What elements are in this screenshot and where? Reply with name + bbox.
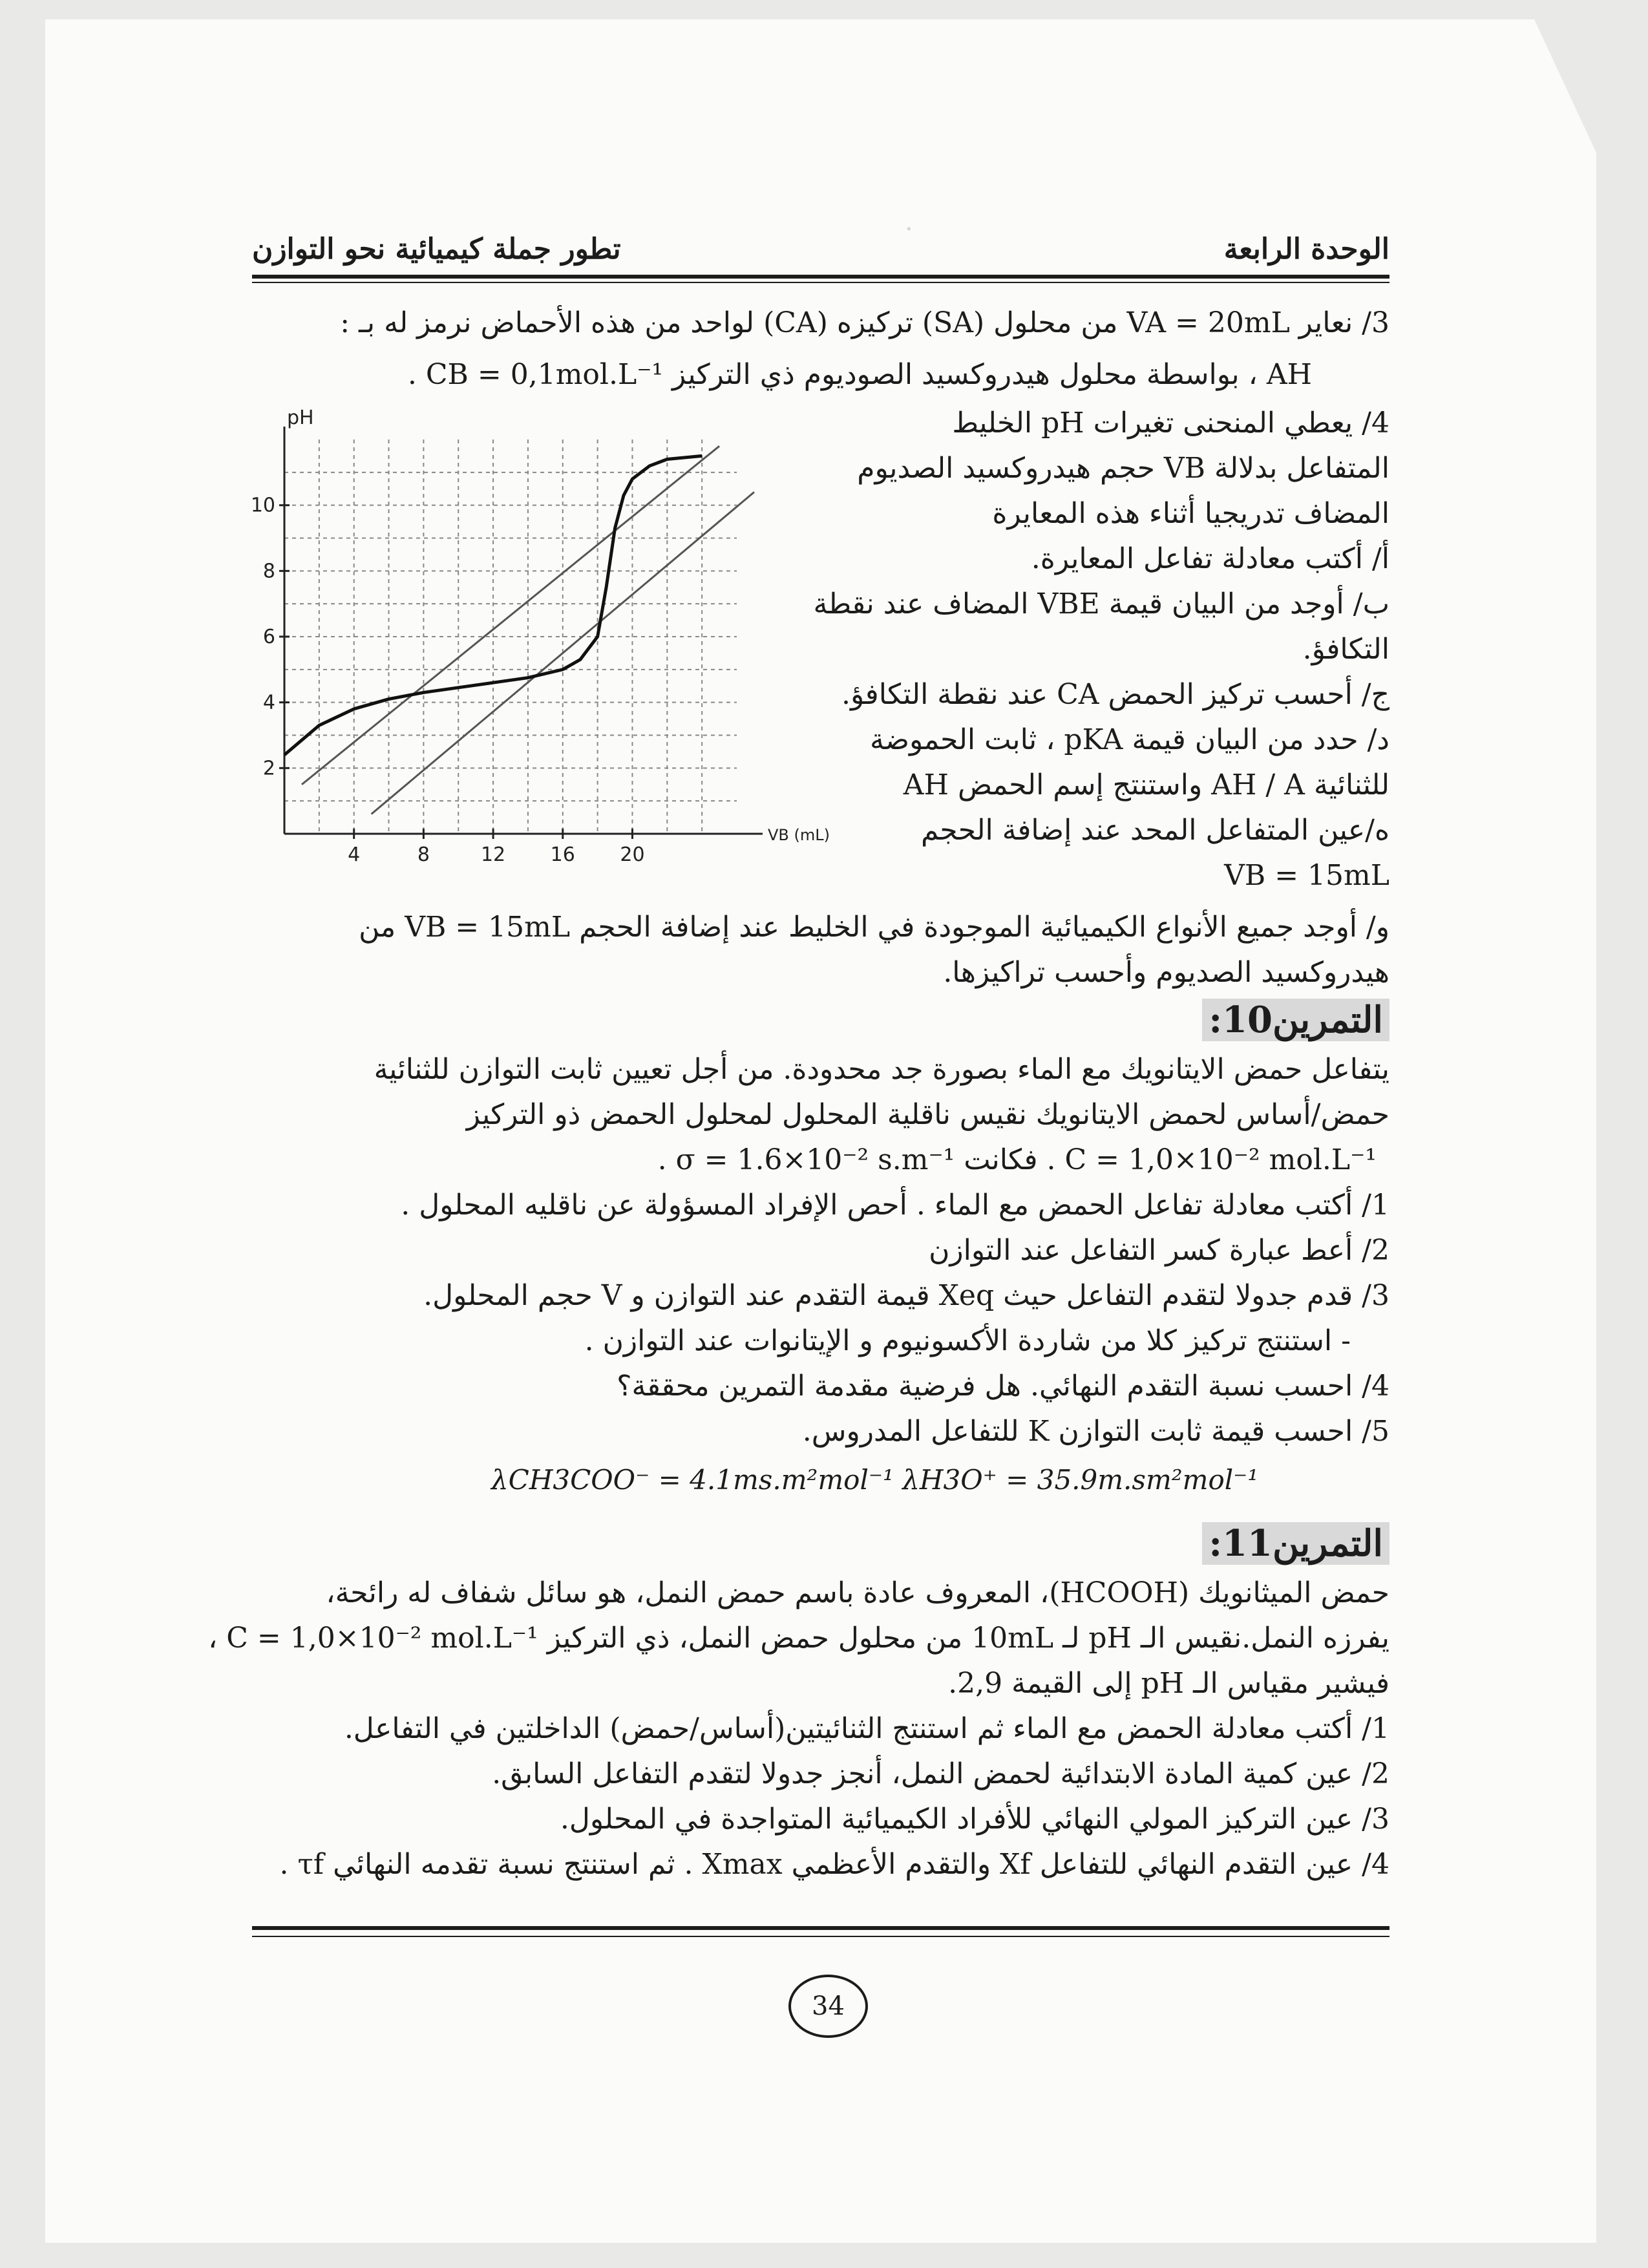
y-tick-label: 4 — [262, 691, 275, 714]
y-axis-label: pH — [287, 407, 314, 429]
ex9-line-1: 3/ نعاير VA = 20mL من محلول (SA) تركيزه (CA) لواحد من هذه الأحماض نرمز له بـ : — [340, 306, 1389, 339]
ex10-line-2: حمض/أساس لحمض الايتانويك نقيس ناقلية المحلول لمحلول الحمض ذو التركيز — [466, 1098, 1389, 1131]
ex10-line-9: 5/ احسب قيمة ثابت التوازن K للتفاعل المدروس. — [802, 1415, 1389, 1448]
ex9-line-2: AH ، بواسطة محلول هيدروكسيد الصوديوم ذي التركيز CB = 0,1mol.L⁻¹ . — [407, 358, 1312, 391]
chapter-title: تطور جملة كيميائية نحو التوازن — [252, 233, 621, 266]
ex9-line-15: هيدروكسيد الصديوم وأحسب تراكيزها. — [943, 956, 1389, 989]
ex9-line-6: أ/ أكتب معادلة تفاعل المعايرة. — [1031, 542, 1389, 575]
x-tick-label: 4 — [348, 843, 361, 866]
tangent-line — [302, 446, 719, 785]
ex9-line-9: ج/ أحسب تركيز الحمض CA عند نقطة التكافؤ. — [841, 678, 1389, 711]
x-tick-label: 12 — [480, 843, 506, 866]
ex9-line-14: و/ أوجد جميع الأنواع الكيميائية الموجودة في الخليط عند إضافة الحجم VB = 15mL من — [359, 911, 1389, 944]
ex10-line-3: C = 1,0×10⁻² mol.L⁻¹ . فكانت σ = 1.6×10⁻² s.m⁻¹ . — [657, 1143, 1377, 1176]
ex10-line-6: 3/ قدم جدولا لتقدم التفاعل حيث Xeq قيمة التقدم عند التوازن و V حجم المحلول. — [423, 1279, 1389, 1312]
header-rule-thin — [252, 282, 1389, 283]
y-tick-label: 2 — [262, 757, 275, 780]
header-rule — [252, 275, 1389, 279]
ex11-line-6: 3/ عين التركيز المولي النهائي للأفراد الكيميائية المتواجدة في المحلول. — [560, 1803, 1389, 1836]
x-tick-label: 16 — [550, 843, 575, 866]
ex11-line-5: 2/ عين كمية المادة الابتدائية لحمض النمل، أنجز جدولا لتقدم التفاعل السابق. — [492, 1757, 1389, 1790]
ex9-line-11: للثنائية AH / A واستنتج إسم الحمض AH — [903, 768, 1389, 801]
ex9-line-7: ب/ أوجد من البيان قيمة VBE المضاف عند نقطة — [813, 588, 1389, 620]
x-tick-label: 8 — [417, 843, 430, 866]
ex10-line-4: 1/ أكتب معادلة تفاعل الحمض مع الماء . أحص الإفراد المسؤولة عن ناقليه المحلول . — [401, 1189, 1389, 1222]
ex11-line-3: فيشير مقياس الـ pH إلى القيمة 2,9. — [948, 1667, 1389, 1700]
ex10-line-5: 2/ أعط عبارة كسر التفاعل عند التوازن — [929, 1234, 1389, 1267]
ex11-line-1: حمض الميثانويك (HCOOH)، المعروف عادة باسم حمض النمل، هو سائل شفاف له رائحة، — [326, 1576, 1389, 1609]
ex10-line-7: - استنتج تركيز كلا من شاردة الأكسونيوم و الإيتانوات عند التوازن . — [584, 1324, 1351, 1357]
footer-rule-thin — [252, 1936, 1389, 1937]
titration-chart — [246, 407, 830, 866]
exercise-11-heading: التمرين11: — [1202, 1522, 1389, 1565]
page-header — [252, 233, 1389, 271]
x-axis-label: VB (mL) — [768, 826, 830, 844]
exercise-10-heading: التمرين10: — [1202, 999, 1389, 1041]
ex9-line-8: التكافؤ. — [1302, 633, 1389, 666]
unit-label: الوحدة الرابعة — [1223, 233, 1389, 266]
footer-rule — [252, 1926, 1389, 1930]
x-tick-label: 20 — [620, 843, 645, 866]
ex10-molar-conductivity-formula: λCH3COO⁻ = 4.1ms.m²mol⁻¹ λH3O⁺ = 35.9m.sm²mol⁻¹ — [491, 1464, 1259, 1496]
page-number: 34 — [788, 1975, 868, 2038]
ex9-line-4: المتفاعل بدلالة VB حجم هيدروكسيد الصديوم — [857, 452, 1389, 485]
y-tick-label: 10 — [250, 494, 275, 517]
y-tick-label: 8 — [262, 560, 275, 583]
ex9-line-3: 4/ يعطي المنحنى تغيرات pH الخليط — [952, 407, 1389, 440]
ex9-line-12: ه/عين المتفاعل المحد عند إضافة الحجم — [921, 814, 1389, 847]
ex9-line-5: المضاف تدريجيا أثناء هذه المعايرة — [992, 497, 1389, 530]
y-tick-label: 6 — [262, 626, 275, 648]
ex11-line-7: 4/ عين التقدم النهائي للتفاعل Xf والتقدم الأعظمي Xmax . ثم استنتج نسبة تقدمه النهائي τf . — [279, 1848, 1389, 1881]
ex10-line-1: يتفاعل حمض الايتانويك مع الماء بصورة جد محدودة. من أجل تعيين ثابت التوازن للثنائية — [374, 1053, 1389, 1086]
ex9-line-10: د/ حدد من البيان قيمة pKA ، ثابت الحموضة — [870, 723, 1389, 756]
ex11-line-2: يفرزه النمل.نقيس الـ pH لـ 10mL من محلول حمض النمل، ذي التركيز C = 1,0×10⁻² mol.L⁻¹ ، — [208, 1622, 1389, 1655]
ex9-line-13: VB = 15mL — [1224, 859, 1389, 892]
ex11-line-4: 1/ أكتب معادلة الحمض مع الماء ثم استنتج الثنائيتين(أساس/حمض) الداخلتين في التفاعل. — [344, 1712, 1389, 1745]
ex10-line-8: 4/ احسب نسبة التقدم النهائي. هل فرضية مقدمة التمرين محققة؟ — [617, 1370, 1389, 1403]
bleed-through-text: . — [905, 207, 913, 237]
